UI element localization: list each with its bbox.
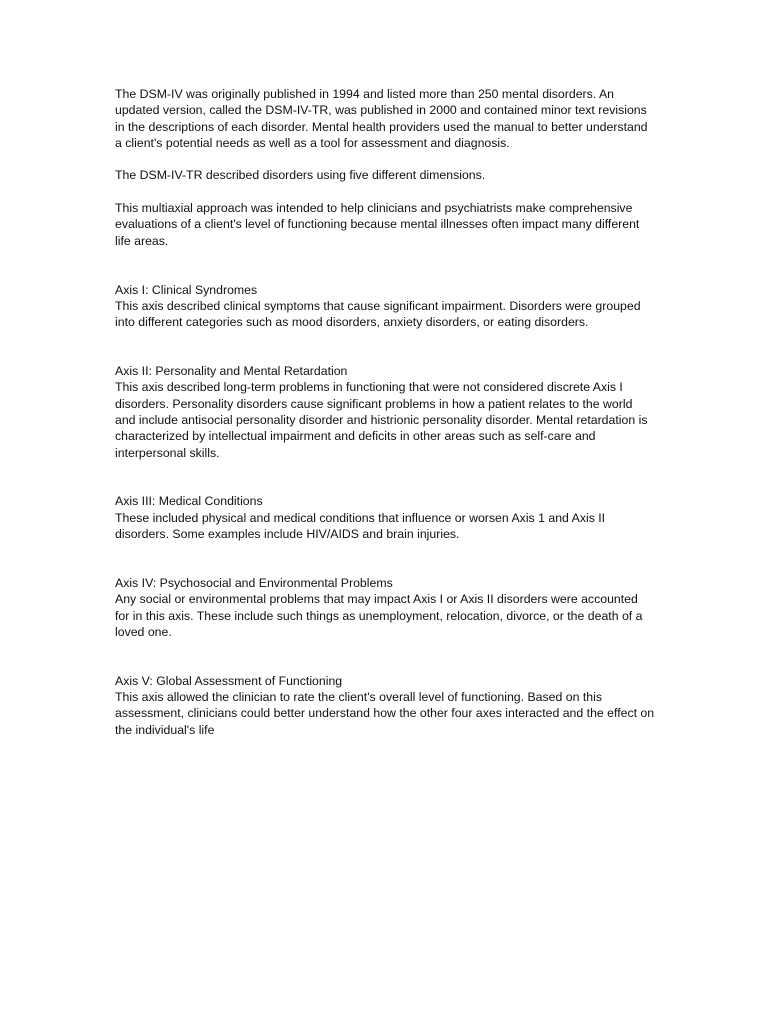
document-page [115,86,655,770]
axis-1-heading: Axis I: Clinical Syndromes [115,282,258,297]
axis-4-body: Any social or environmental problems that may impact Axis I or Axis II disorders were accounted for in this axis. These include such things as unemployment, relocation, divorce, or the death of a loved one. [115,592,643,639]
intro-paragraph-dimensions: The DSM-IV-TR described disorders using five different dimensions. [115,168,486,183]
axis-2-section [115,363,655,461]
axis-5-body: This axis allowed the clinician to rate the client's overall level of functioning. Based on this assessment, clinicians could better understand how the other four axes interacted and the effect on the individual's life [115,689,655,737]
axis-1-section [115,282,655,331]
intro-paragraph-history: The DSM-IV was originally published in 1994 and listed more than 250 mental disorders. An updated version, called the DSM-IV-TR, was published in 2000 and contained minor text revisions in the descriptions of each disorder. Mental health providers used the manual to better understand a client's potential needs as well as a tool for assessment and diagnosis. [115,87,648,150]
intro-paragraph-multiaxial: This multiaxial approach was intended to help clinicians and psychiatrists make comprehensive evaluations of a client's level of functioning because mental illnesses often impact many different life areas. [115,201,640,248]
axis-5-section [115,673,655,738]
axis-4-heading: Axis IV: Psychosocial and Environmental Problems [115,575,393,590]
axis-2-body: This axis described long-term problems in functioning that were not considered discrete Axis I disorders. Personality disorders cause significant problems in how a patient relates to the world and include antisocial personality disorder and histrionic personality disorder. Mental retardation is characterized by intellectual impairment and deficits in other areas such as self-care and interpersonal skills. [115,380,648,460]
axis-4-section [115,575,655,640]
axis-3-body: These included physical and medical conditions that influence or worsen Axis 1 and Axis II disorders. Some examples include HIV/AIDS and brain injuries. [115,510,606,542]
axis-1-body: This axis described clinical symptoms that cause significant impairment. Disorders were grouped into different categories such as mood disorders, anxiety disorders, or eating disorders. [115,298,641,330]
axis-3-section [115,493,655,542]
axis-2-heading: Axis II: Personality and Mental Retardation [115,364,348,379]
axis-3-heading: Axis III: Medical Conditions [115,494,263,509]
axis-5-heading: Axis V: Global Assessment of Functioning [115,673,343,688]
